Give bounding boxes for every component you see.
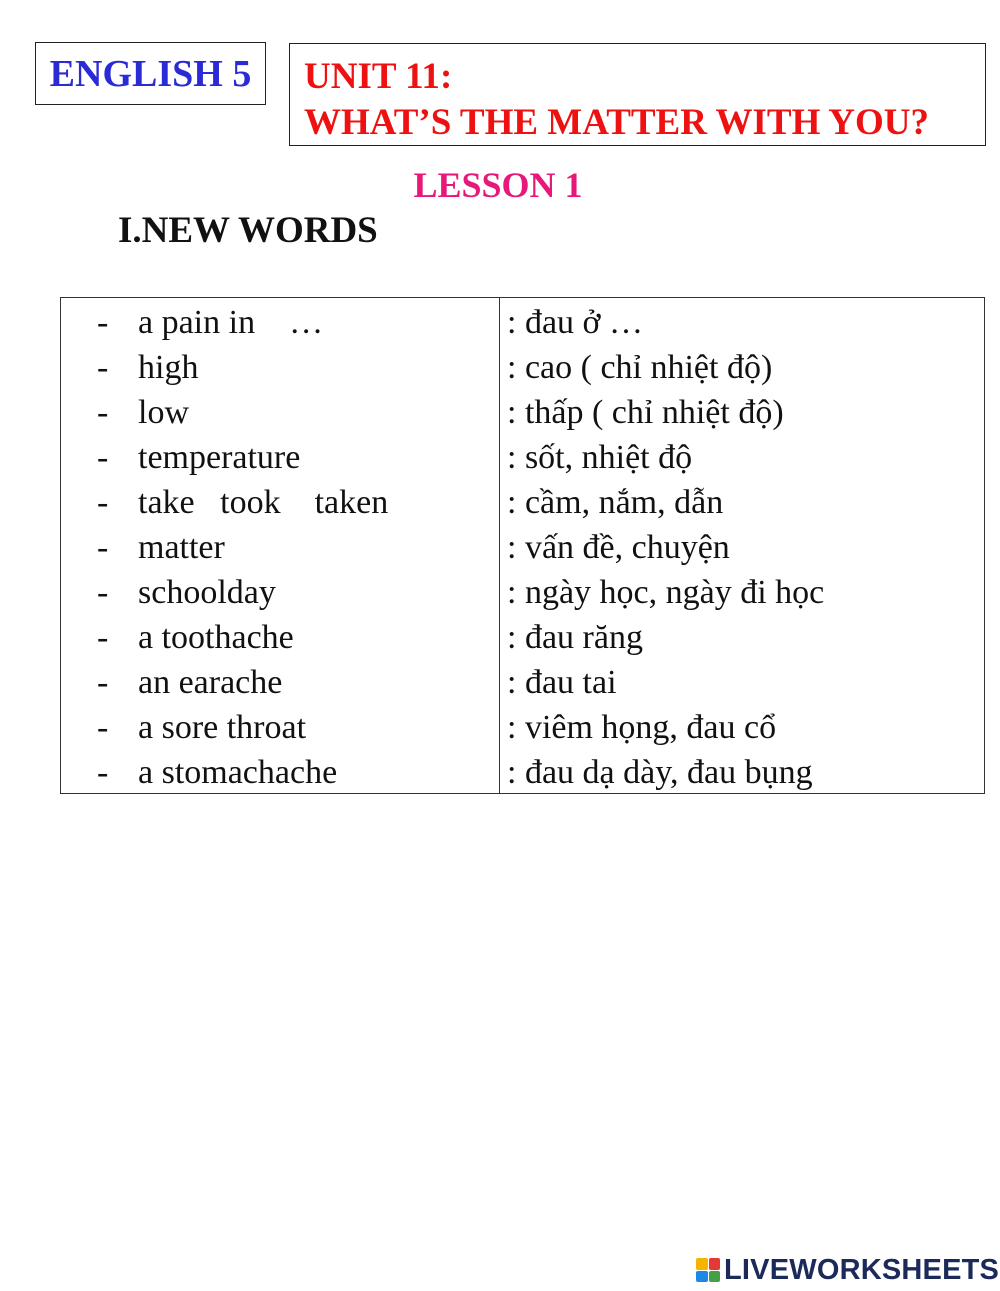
logo-square [696,1258,708,1270]
vocab-row [61,345,984,390]
vocab-term: low [138,394,189,431]
logo-square [696,1271,708,1283]
vocab-term: schoolday [138,574,276,611]
unit-title-box [289,43,986,146]
vocab-meaning: : cao ( chỉ nhiệt độ) [507,349,773,386]
vocab-row [61,615,984,660]
vocab-row [61,525,984,570]
vocab-row [61,660,984,705]
bullet-dash: - [97,709,109,746]
bullet-dash: - [97,484,109,521]
vocab-meaning: : đau răng [507,619,643,656]
bullet-dash: - [97,349,109,386]
footer-brand [696,1253,999,1287]
vocab-term: temperature [138,439,301,476]
vocab-term: a sore throat [138,709,307,746]
vocab-meaning: : ngày học, ngày đi học [507,574,825,611]
logo-square [709,1258,721,1270]
vocab-row [61,300,984,345]
bullet-dash: - [97,664,109,701]
logo-square [709,1271,721,1283]
vocab-meaning: : viêm họng, đau cổ [507,709,777,746]
bullet-dash: - [97,304,109,341]
vocab-term: high [138,349,199,386]
vocab-row [61,435,984,480]
vocab-meaning: : vấn đề, chuyện [507,529,730,566]
vocab-meaning: : cầm, nắm, dẫn [507,484,724,521]
vocab-term: take took taken [138,484,389,521]
vocab-row [61,390,984,435]
vocab-meaning: : sốt, nhiệt độ [507,439,693,476]
course-label-box [35,42,266,105]
course-label: ENGLISH 5 [49,52,252,95]
vocab-meaning: : đau tai [507,664,617,701]
unit-title: WHAT’S THE MATTER WITH YOU? [304,102,929,143]
lesson-title: LESSON 1 [413,165,583,205]
vocab-term: matter [138,529,225,566]
liveworksheets-logo-icon [696,1258,720,1282]
vocab-meaning: : đau dạ dày, đau bụng [507,754,813,791]
bullet-dash: - [97,619,109,656]
bullet-dash: - [97,439,109,476]
vocab-term: a pain in … [138,304,324,341]
unit-number: UNIT 11: [304,56,453,97]
section-title: I.NEW WORDS [118,210,378,251]
bullet-dash: - [97,574,109,611]
vocab-meaning: : đau ở … [507,304,644,341]
vocab-row [61,570,984,615]
vocab-row [61,705,984,750]
vocab-term: an earache [138,664,283,701]
brand-name: LIVEWORKSHEETS [724,1253,1000,1286]
vocab-term: a toothache [138,619,294,656]
bullet-dash: - [97,529,109,566]
vocabulary-table [60,297,985,794]
vocab-term: a stomachache [138,754,338,791]
vocab-meaning: : thấp ( chỉ nhiệt độ) [507,394,784,431]
vocab-row [61,750,984,795]
vocab-row [61,480,984,525]
bullet-dash: - [97,394,109,431]
bullet-dash: - [97,754,109,791]
